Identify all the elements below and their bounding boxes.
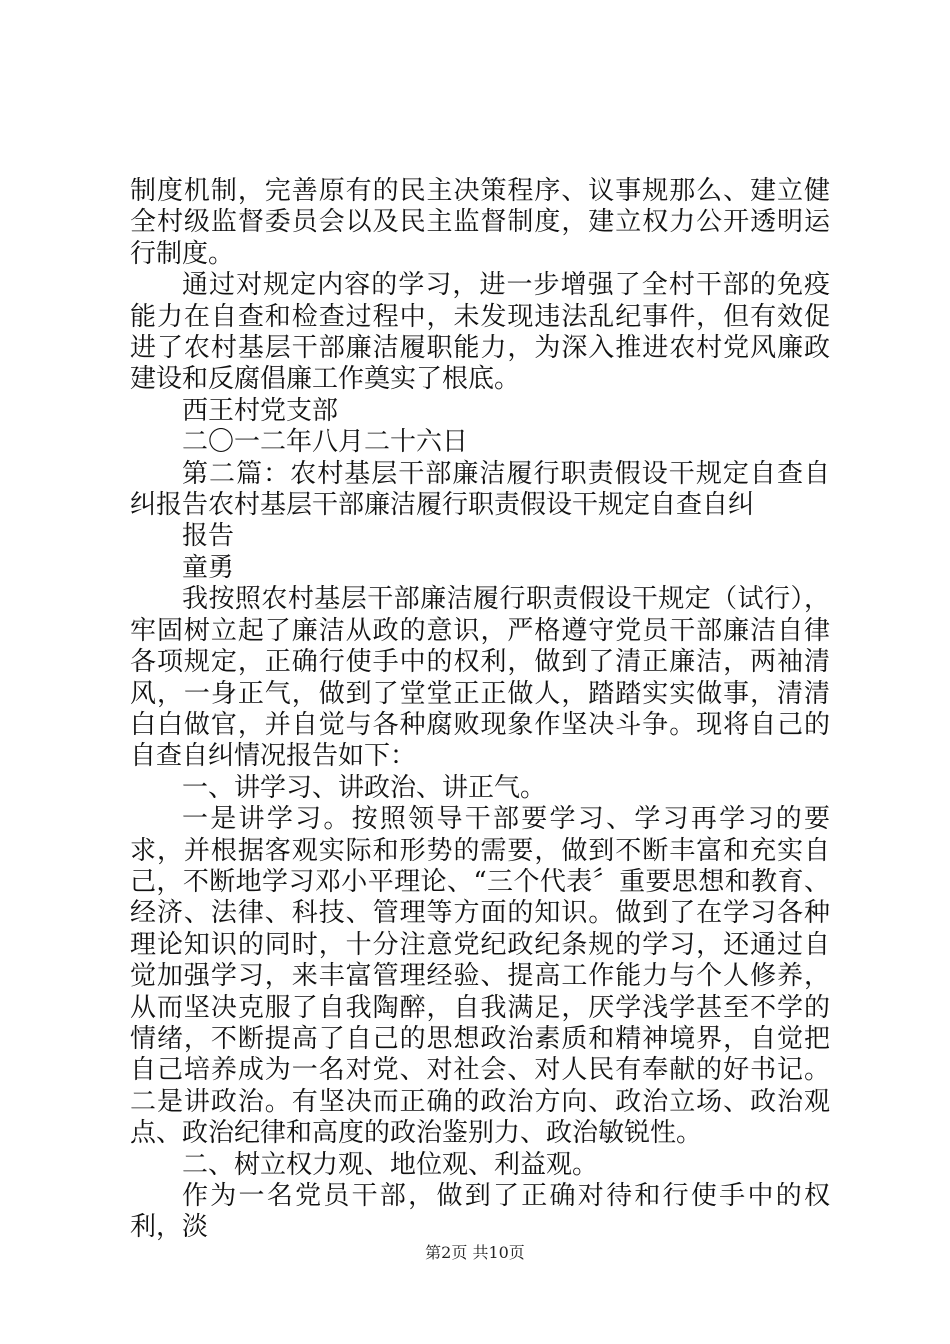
paragraph-power-view: 作为一名党员干部，做到了正确对待和行使手中的权利，淡	[130, 1181, 830, 1243]
paragraph-intro: 我按照农村基层干部廉洁履行职责假设干规定（试行），牢固树立起了廉洁从政的意识，严格遵守党员干部廉洁自律各项规定，正确行使手中的权利，做到了清正廉洁，两袖清风，一身正气，做到了堂堂正正做人，踏踏实实做事，清清白白做官，并自觉与各种腐败现象作坚决斗争。现将自己的自查自纠情况报告如下：	[130, 584, 830, 772]
author-name: 童勇	[182, 552, 235, 583]
paragraph-continuation: 制度机制，完善原有的民主决策程序、议事规那么、建立健全村级监督委员会以及民主监督制度，建立权力公开透明运行制度。	[130, 176, 830, 269]
section-title-part-two: 第二篇：农村基层干部廉洁履行职责假设干规定自查自纠报告农村基层干部廉洁履行职责假设干规定自查自纠	[130, 458, 830, 521]
page-number-footer: 第2页 共10页	[425, 1243, 525, 1262]
document-body	[130, 176, 830, 1244]
signature-date: 二〇一二年八月二十六日	[182, 427, 469, 458]
paragraph-study-politics: 一是讲学习。按照领导干部要学习、学习再学习的要求，并根据客观实际和形势的需要，做到不断丰富和充实自己，不断地学习邓小平理论、“三个代表〞重要思想和教育、经济、法律、科技、管理等方面的知识。做到了在学习各种理论知识的同时，十分注意党纪政纪条规的学习，还通过自觉加强学习，来丰富管理经验、提高工作能力与个人修养，从而坚决克服了自我陶醉，自我满足，厌学浅学甚至不学的情绪，不断提高了自己的思想政治素质和精神境界，自觉把自己培养成为一名对党、对社会、对人民有奉献的好书记。二是讲政治。有坚决而正确的政治方向、政治立场、政治观点、政治纪律和高度的政治鉴别力、政治敏锐性。	[130, 804, 830, 1149]
paragraph-study-effect: 通过对规定内容的学习，进一步增强了全村干部的免疫能力在自查和检查过程中，未发现违法乱纪事件，但有效促进了农村基层干部廉洁履职能力，为深入推进农村党风廉政建设和反腐倡廉工作奠实了根底。	[130, 270, 830, 395]
report-heading: 报告	[182, 521, 235, 552]
heading-two: 二、树立权力观、地位观、利益观。	[182, 1149, 599, 1180]
signature-organization: 西王村党支部	[182, 395, 339, 426]
heading-one: 一、讲学习、讲政治、讲正气。	[182, 772, 547, 803]
